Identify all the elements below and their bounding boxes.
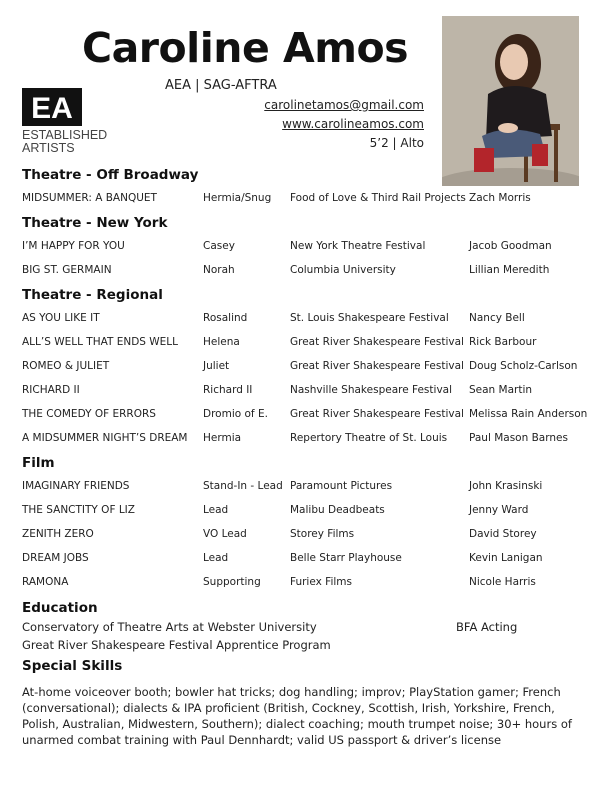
credit-company: Storey Films [290,528,355,540]
actor-name: Caroline Amos [82,24,409,72]
credit-company: Paramount Pictures [290,480,393,492]
credit-title: MIDSUMMER: A BANQUET [22,192,157,204]
union-affiliations: AEA | SAG-AFTRA [165,78,277,93]
credit-title: RICHARD II [22,384,80,396]
credit-role: Stand-In - Lead [203,480,283,492]
credit-company: Great River Shakespeare Festival [290,408,464,420]
credit-director: Nancy Bell [469,312,525,324]
credit-title: RAMONA [22,576,69,588]
credit-director: Kevin Lanigan [469,552,543,564]
credit-company: Belle Starr Playhouse [290,552,402,564]
height-voice-stats: 5’2 | Alto [369,136,424,150]
section-special-skills: Special Skills [22,658,123,674]
credit-director: Melissa Rain Anderson [469,408,588,420]
credit-director: Nicole Harris [469,576,536,588]
credit-title: I’M HAPPY FOR YOU [22,240,125,252]
credit-title: DREAM JOBS [22,552,89,564]
credit-company: Repertory Theatre of St. Louis [290,432,448,444]
credit-role: Dromio of E. [203,408,268,420]
education-degree: BFA Acting [456,620,518,634]
special-skills-text: At-home voiceover booth; bowler hat tricks; dog handling; improv; PlayStation gamer; French (conversational); dialects & IPA proficient (British, Cockney, Scottish, Irish, Yorkshire, French, Polish, Australian, Midwestern, Southern); dialect coaching; mouth trumpet noise; 30+ hours of unarmed combat training with Paul Dennhardt; valid US passport & driver’s license [22,685,572,747]
credit-company: New York Theatre Festival [290,240,426,252]
credit-role: Norah [203,264,235,276]
section-theatre-off-broadway: Theatre - Off Broadway [22,167,199,183]
section-theatre-regional: Theatre - Regional [22,287,163,303]
credit-director: John Krasinski [469,480,543,492]
credit-role: Hermia/Snug [203,192,272,204]
section-education: Education [22,600,98,616]
credit-title: BIG ST. GERMAIN [22,264,112,276]
credit-role: Lead [203,552,229,564]
agency-name-line2: ARTISTS [22,141,75,155]
education-school: Conservatory of Theatre Arts at Webster University [22,620,317,634]
credit-role: Juliet [203,360,230,372]
credit-director: David Storey [469,528,537,540]
credit-title: THE COMEDY OF ERRORS [22,408,156,420]
credit-company: St. Louis Shakespeare Festival [290,312,449,324]
ea-logo-icon [22,88,82,126]
credit-company: Nashville Shakespeare Festival [290,384,453,396]
credit-role: Lead [203,504,229,516]
credit-title: THE SANCTITY OF LIZ [22,504,135,516]
credit-company: Great River Shakespeare Festival [290,360,464,372]
credit-title: A MIDSUMMER NIGHT’S DREAM [22,432,188,444]
credit-director: Lillian Meredith [469,264,550,276]
credit-company: Great River Shakespeare Festival [290,336,464,348]
credit-role: Richard II [203,384,253,396]
credit-role: VO Lead [203,528,247,540]
agency-name-line1: ESTABLISHED [22,128,108,142]
credit-title: ALL’S WELL THAT ENDS WELL [22,336,178,348]
website-link[interactable]: www.carolineamos.com [282,117,424,131]
section-film: Film [22,455,55,471]
education-program: Great River Shakespeare Festival Apprentice Program [22,638,331,652]
credit-role: Rosalind [203,312,248,324]
credit-title: AS YOU LIKE IT [22,312,100,324]
credit-title: IMAGINARY FRIENDS [22,480,130,492]
credit-director: Sean Martin [469,384,533,396]
credit-company: Food of Love & Third Rail Projects [290,192,466,204]
email-link[interactable]: carolinetamos@gmail.com [264,98,424,112]
credit-director: Jenny Ward [469,504,529,516]
agency-logo [22,88,82,126]
credit-role: Supporting [203,576,261,588]
credit-role: Helena [203,336,240,348]
credit-director: Jacob Goodman [469,240,552,252]
svg-text:EA: EA [31,92,73,125]
headshot-photo [442,16,579,186]
section-theatre-new-york: Theatre - New York [22,215,168,231]
credit-role: Hermia [203,432,242,444]
credit-company: Furiex Films [290,576,352,588]
credit-role: Casey [203,240,235,252]
credit-director: Zach Morris [469,192,531,204]
credit-company: Columbia University [290,264,396,276]
credit-director: Paul Mason Barnes [469,432,568,444]
credit-title: ROMEO & JULIET [22,360,110,372]
credit-director: Rick Barbour [469,336,537,348]
credit-director: Doug Scholz-Carlson [469,360,578,372]
credit-title: ZENITH ZERO [22,528,94,540]
credit-company: Malibu Deadbeats [290,504,385,516]
